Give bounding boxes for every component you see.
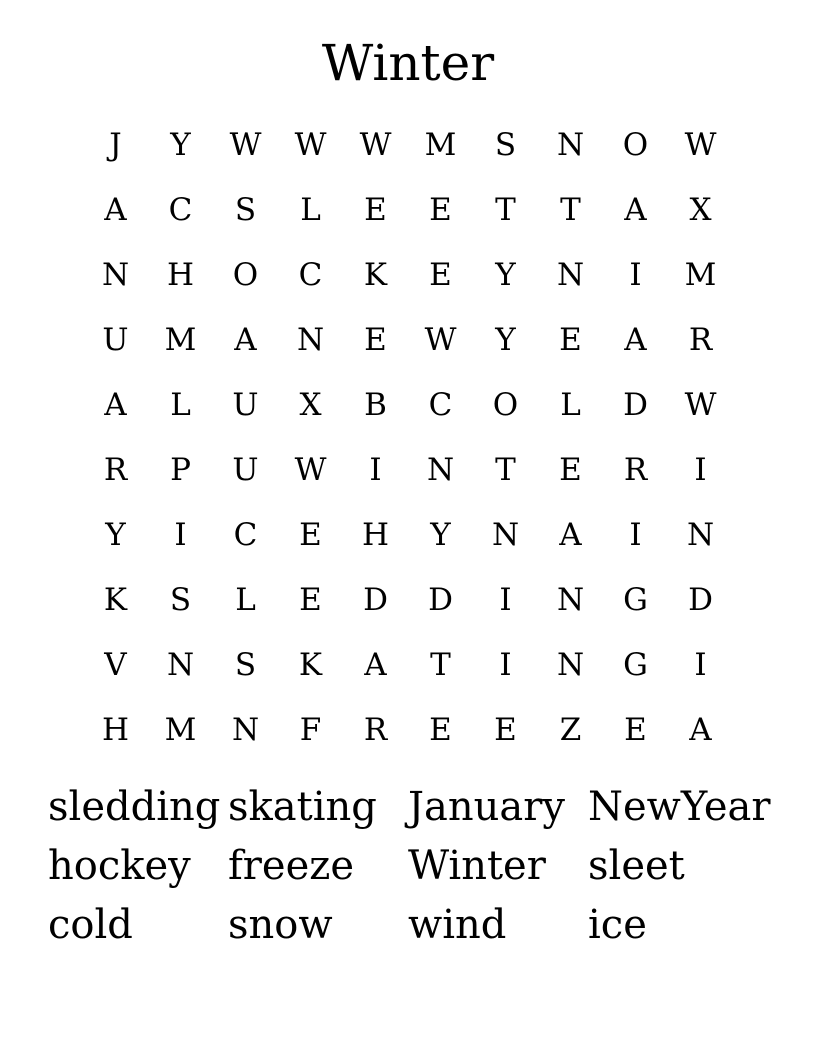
grid-letter: Y: [495, 321, 516, 358]
grid-letter: U: [102, 321, 129, 358]
grid-letter: D: [688, 581, 713, 618]
grid-letter: K: [103, 581, 128, 618]
grid-letter: A: [364, 646, 387, 683]
grid-letter: D: [363, 581, 388, 618]
grid-letter: E: [429, 711, 452, 748]
grid-letter: O: [492, 386, 519, 423]
grid-letter: E: [429, 191, 452, 228]
grid-letter: L: [300, 191, 321, 228]
letter-grid: [83, 112, 733, 762]
grid-letter: N: [556, 256, 585, 293]
grid-letter: O: [622, 126, 649, 163]
grid-letter: N: [166, 646, 195, 683]
grid-letter: E: [559, 451, 582, 488]
word-list-item: ice: [588, 902, 647, 948]
word-list-item: sledding: [48, 784, 221, 830]
grid-letter: N: [686, 516, 715, 553]
grid-letter: Y: [170, 126, 191, 163]
grid-letter: W: [424, 321, 457, 358]
grid-letter: N: [296, 321, 325, 358]
grid-letter: N: [556, 581, 585, 618]
grid-letter: Y: [495, 256, 516, 293]
grid-letter: I: [629, 256, 642, 293]
word-list-item: snow: [228, 902, 333, 948]
grid-letter: I: [369, 451, 382, 488]
grid-letter: O: [232, 256, 259, 293]
grid-letter: R: [363, 711, 388, 748]
word-list-item: skating: [228, 784, 377, 830]
grid-letter: A: [234, 321, 257, 358]
grid-letter: W: [359, 126, 392, 163]
grid-letter: A: [104, 386, 127, 423]
grid-letter: N: [556, 646, 585, 683]
grid-letter: W: [294, 126, 327, 163]
grid-letter: G: [623, 646, 648, 683]
grid-letter: S: [494, 126, 517, 163]
grid-letter: E: [364, 321, 387, 358]
grid-letter: E: [624, 711, 647, 748]
grid-letter: K: [363, 256, 388, 293]
grid-letter: C: [428, 386, 453, 423]
grid-letter: E: [299, 581, 322, 618]
word-list-item: hockey: [48, 843, 191, 889]
grid-letter: R: [103, 451, 128, 488]
grid-letter: K: [298, 646, 323, 683]
grid-letter: H: [361, 516, 390, 553]
word-list: [48, 778, 771, 955]
grid-letter: H: [166, 256, 195, 293]
grid-letter: L: [170, 386, 191, 423]
grid-letter: G: [623, 581, 648, 618]
grid-letter: N: [491, 516, 520, 553]
grid-letter: Z: [559, 711, 582, 748]
grid-letter: I: [174, 516, 187, 553]
grid-letter: L: [560, 386, 581, 423]
grid-letter: F: [299, 711, 322, 748]
grid-letter: A: [689, 711, 712, 748]
grid-letter: X: [689, 191, 712, 228]
grid-letter: A: [624, 321, 647, 358]
grid-letter: C: [168, 191, 193, 228]
grid-letter: A: [624, 191, 647, 228]
grid-letter: N: [231, 711, 260, 748]
grid-letter: T: [560, 191, 581, 228]
grid-letter: M: [164, 321, 197, 358]
grid-letter: V: [104, 646, 127, 683]
grid-letter: I: [694, 451, 707, 488]
grid-letter: W: [684, 386, 717, 423]
word-list-item: sleet: [588, 843, 685, 889]
grid-letter: N: [101, 256, 130, 293]
grid-letter: E: [494, 711, 517, 748]
grid-letter: A: [559, 516, 582, 553]
word-list-item: wind: [408, 902, 507, 948]
word-list-item: cold: [48, 902, 133, 948]
word-list-item: January: [408, 784, 565, 830]
grid-letter: T: [495, 191, 516, 228]
grid-letter: J: [109, 126, 122, 163]
grid-letter: B: [364, 386, 387, 423]
grid-letter: U: [232, 386, 259, 423]
grid-letter: E: [429, 256, 452, 293]
grid-letter: W: [294, 451, 327, 488]
grid-letter: W: [684, 126, 717, 163]
grid-letter: I: [629, 516, 642, 553]
grid-letter: T: [430, 646, 451, 683]
grid-letter: Y: [430, 516, 451, 553]
grid-letter: W: [229, 126, 262, 163]
grid-letter: E: [559, 321, 582, 358]
grid-letter: D: [623, 386, 648, 423]
grid-letter: X: [299, 386, 322, 423]
grid-letter: S: [234, 191, 257, 228]
grid-letter: Y: [105, 516, 126, 553]
word-list-item: freeze: [228, 843, 355, 889]
grid-letter: I: [499, 581, 512, 618]
grid-letter: L: [235, 581, 256, 618]
grid-letter: D: [428, 581, 453, 618]
grid-letter: C: [298, 256, 323, 293]
grid-letter: U: [232, 451, 259, 488]
grid-letter: E: [364, 191, 387, 228]
grid-letter: C: [233, 516, 258, 553]
grid-letter: M: [424, 126, 457, 163]
grid-letter: I: [694, 646, 707, 683]
grid-letter: A: [104, 191, 127, 228]
grid-letter: R: [623, 451, 648, 488]
word-list-item: NewYear: [588, 784, 771, 830]
grid-letter: S: [169, 581, 192, 618]
puzzle-title: Winter: [321, 34, 495, 92]
grid-letter: M: [684, 256, 717, 293]
grid-letter: R: [688, 321, 713, 358]
grid-letter: T: [495, 451, 516, 488]
grid-letter: I: [499, 646, 512, 683]
grid-letter: N: [426, 451, 455, 488]
grid-letter: S: [234, 646, 257, 683]
grid-letter: M: [164, 711, 197, 748]
grid-letter: P: [170, 451, 191, 488]
grid-letter: H: [101, 711, 130, 748]
grid-letter: N: [556, 126, 585, 163]
grid-letter: E: [299, 516, 322, 553]
word-list-item: Winter: [408, 843, 546, 889]
